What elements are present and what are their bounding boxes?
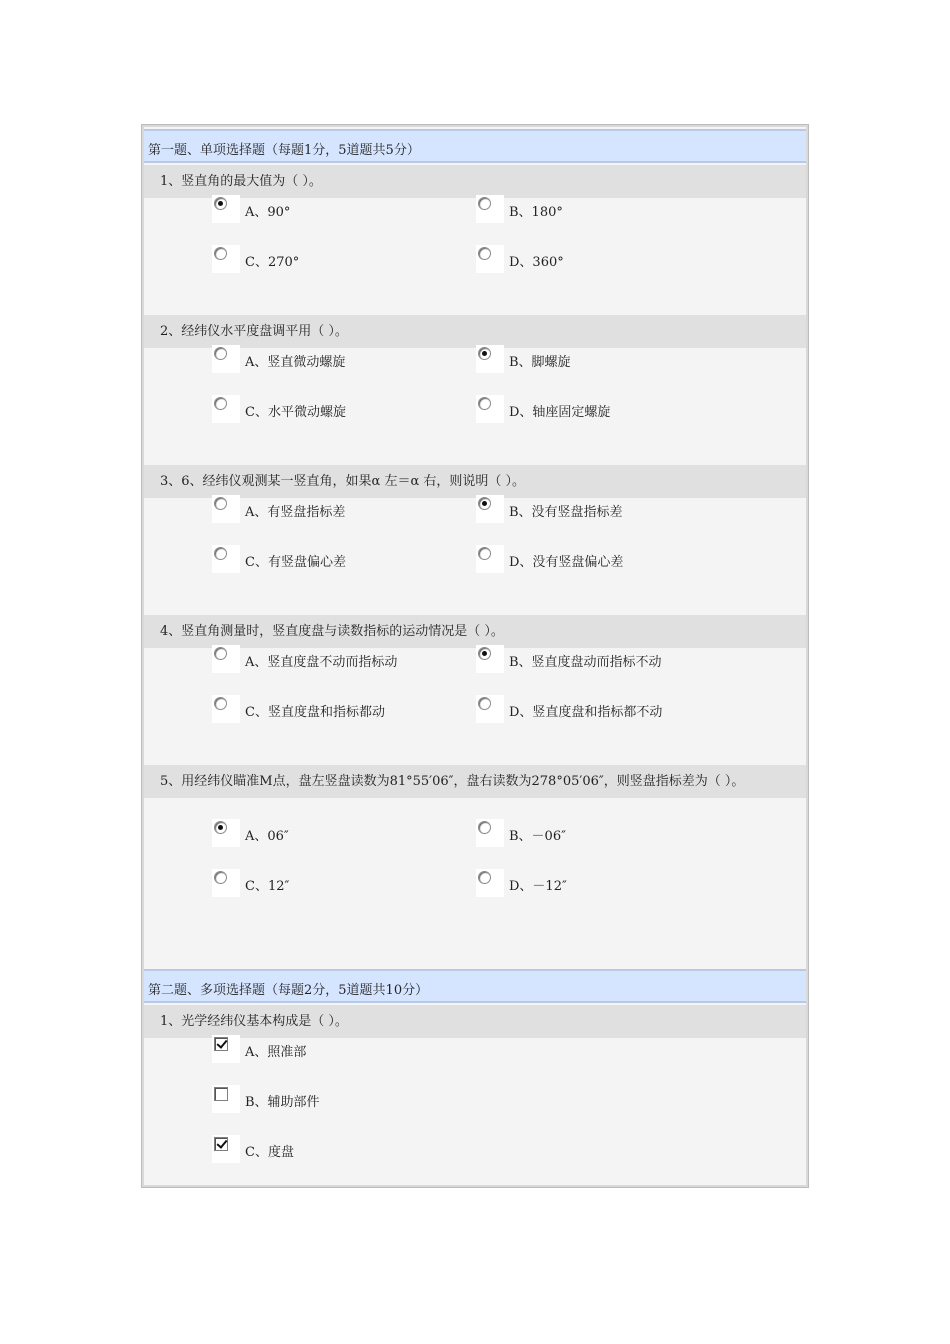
checkbox[interactable] xyxy=(212,1085,240,1113)
question-3 xyxy=(144,465,806,570)
checkbox[interactable] xyxy=(212,1135,240,1163)
radio-unchecked-icon xyxy=(478,547,491,560)
question-multi-1 xyxy=(144,1005,806,1160)
option-label: A、06″ xyxy=(245,829,289,844)
option-label: A、照准部 xyxy=(245,1045,307,1060)
question-stem: 2、经纬仪水平度盘调平用（ ）。 xyxy=(144,315,806,348)
radio-button[interactable] xyxy=(476,645,504,673)
radio-button[interactable] xyxy=(212,819,240,847)
question-stem: 1、光学经纬仪基本构成是（ ）。 xyxy=(144,1005,806,1038)
radio-checked-icon xyxy=(214,197,227,210)
radio-button[interactable] xyxy=(212,545,240,573)
radio-unchecked-icon xyxy=(478,247,491,260)
option-label: C、水平微动螺旋 xyxy=(245,405,346,420)
radio-button[interactable] xyxy=(476,195,504,223)
option-label: B、竖直度盘动而指标不动 xyxy=(509,655,662,670)
option-label: B、－06″ xyxy=(509,829,566,844)
question-stem: 5、用经纬仪瞄准M点，盘左竖盘读数为81°55′06″，盘右读数为278°05′06″，则竖盘指标差为（ ）。 xyxy=(144,765,806,798)
option-label: B、没有竖盘指标差 xyxy=(509,505,623,520)
option-label: A、竖直微动螺旋 xyxy=(245,355,346,370)
checkbox[interactable] xyxy=(212,1035,240,1063)
radio-unchecked-icon xyxy=(214,547,227,560)
radio-button[interactable] xyxy=(476,695,504,723)
option-label: D、－12″ xyxy=(509,879,567,894)
option-label: A、90° xyxy=(245,205,291,220)
section-header-multiple-choice: 第二题、多项选择题（每题2分，5道题共10分） xyxy=(144,969,806,1003)
option-label: C、12″ xyxy=(245,879,290,894)
option-label: B、脚螺旋 xyxy=(509,355,571,370)
question-5 xyxy=(144,765,806,894)
quiz-content xyxy=(144,127,806,1185)
section-header-single-choice: 第一题、单项选择题（每题1分，5道题共5分） xyxy=(144,129,806,163)
radio-unchecked-icon xyxy=(478,871,491,884)
option-label: C、竖直度盘和指标都动 xyxy=(245,705,385,720)
radio-unchecked-icon xyxy=(214,397,227,410)
question-stem: 4、竖直角测量时，竖直度盘与读数指标的运动情况是（ ）。 xyxy=(144,615,806,648)
question-stem: 1、竖直角的最大值为（ ）。 xyxy=(144,165,806,198)
radio-button[interactable] xyxy=(212,869,240,897)
radio-unchecked-icon xyxy=(214,871,227,884)
radio-checked-icon xyxy=(478,497,491,510)
checkbox-checked-icon xyxy=(214,1037,228,1051)
option-label: D、竖直度盘和指标都不动 xyxy=(509,705,663,720)
question-4 xyxy=(144,615,806,720)
option-label: C、度盘 xyxy=(245,1145,294,1160)
radio-unchecked-icon xyxy=(478,197,491,210)
question-2 xyxy=(144,315,806,420)
option-label: B、辅助部件 xyxy=(245,1095,320,1110)
radio-unchecked-icon xyxy=(214,647,227,660)
radio-unchecked-icon xyxy=(478,697,491,710)
radio-unchecked-icon xyxy=(478,821,491,834)
radio-checked-icon xyxy=(478,647,491,660)
option-label: A、有竖盘指标差 xyxy=(245,505,346,520)
radio-button[interactable] xyxy=(212,695,240,723)
radio-button[interactable] xyxy=(476,545,504,573)
radio-button[interactable] xyxy=(476,495,504,523)
radio-unchecked-icon xyxy=(214,497,227,510)
question-1 xyxy=(144,165,806,270)
radio-unchecked-icon xyxy=(214,247,227,260)
checkbox-unchecked-icon xyxy=(214,1087,228,1101)
radio-button[interactable] xyxy=(212,195,240,223)
option-label: C、有竖盘偏心差 xyxy=(245,555,346,570)
quiz-panel xyxy=(141,124,809,1188)
radio-unchecked-icon xyxy=(214,697,227,710)
option-label: D、360° xyxy=(509,255,564,270)
radio-checked-icon xyxy=(214,821,227,834)
radio-button[interactable] xyxy=(476,345,504,373)
question-stem: 3、6、经纬仪观测某一竖直角，如果α 左＝α 右，则说明（ ）。 xyxy=(144,465,806,498)
option-label: B、180° xyxy=(509,205,563,220)
radio-unchecked-icon xyxy=(478,397,491,410)
radio-button[interactable] xyxy=(212,495,240,523)
checkbox-checked-icon xyxy=(214,1137,228,1151)
radio-button[interactable] xyxy=(212,395,240,423)
radio-button[interactable] xyxy=(476,395,504,423)
radio-button[interactable] xyxy=(212,645,240,673)
option-label: D、没有竖盘偏心差 xyxy=(509,555,624,570)
radio-unchecked-icon xyxy=(214,347,227,360)
option-label: D、轴座固定螺旋 xyxy=(509,405,611,420)
radio-button[interactable] xyxy=(476,245,504,273)
option-label: C、270° xyxy=(245,255,300,270)
radio-button[interactable] xyxy=(212,345,240,373)
radio-checked-icon xyxy=(478,347,491,360)
radio-button[interactable] xyxy=(212,245,240,273)
radio-button[interactable] xyxy=(476,819,504,847)
option-label: A、竖直度盘不动而指标动 xyxy=(245,655,398,670)
radio-button[interactable] xyxy=(476,869,504,897)
